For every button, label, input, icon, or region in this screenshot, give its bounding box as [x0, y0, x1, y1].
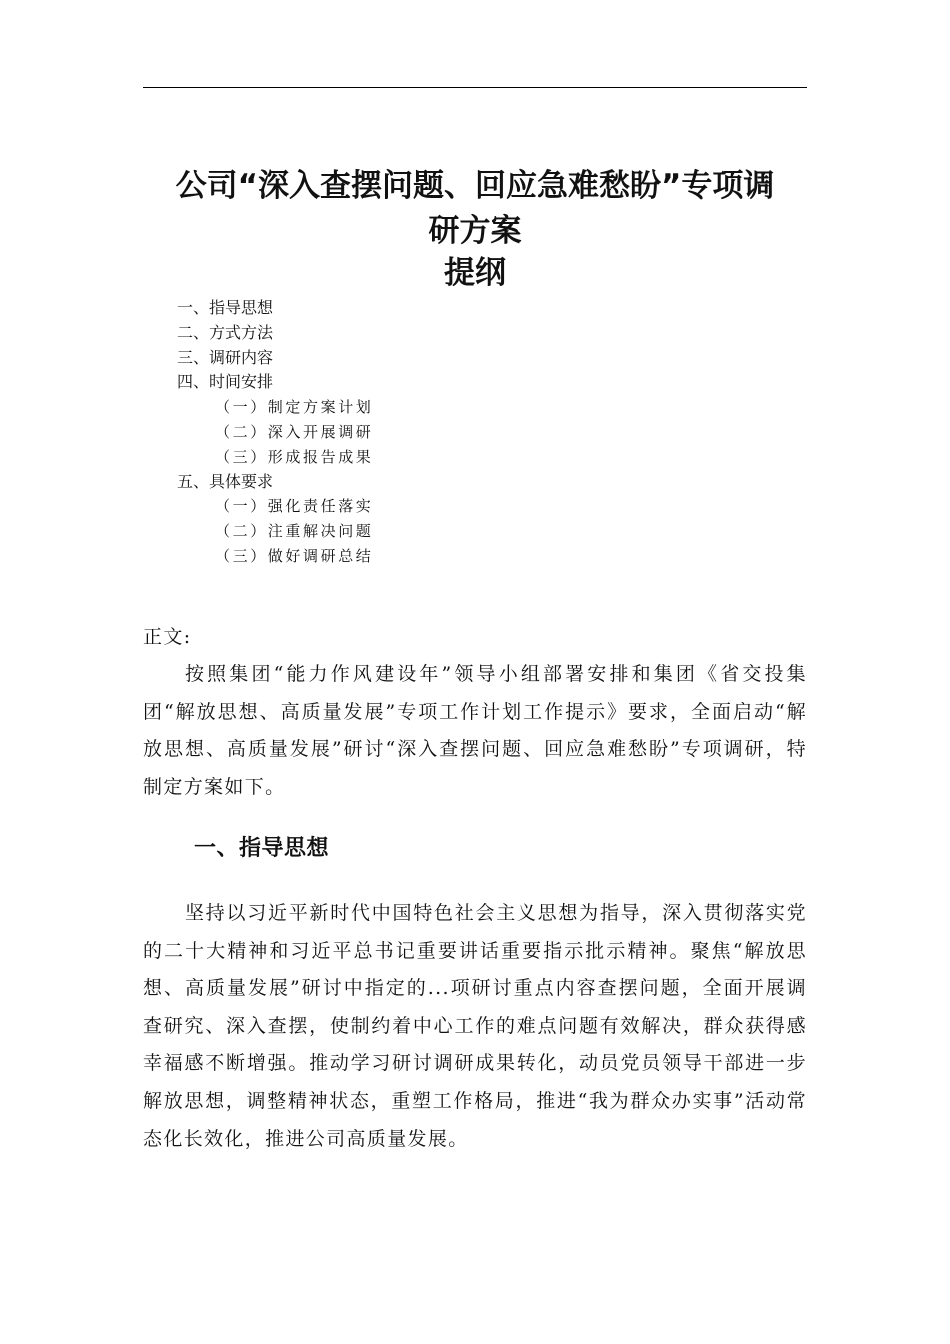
body-lead-label: 正文: — [143, 626, 192, 648]
section-heading: 一、指导思想 — [194, 836, 330, 861]
document-title-line-3: 提纲 — [444, 255, 506, 291]
outline-subitem: （二）深入开展调研 — [215, 422, 374, 441]
outline-subitem: （一）制定方案计划 — [215, 398, 374, 417]
outline-item: 四、时间安排 — [177, 372, 274, 392]
section-paragraph: 坚持以习近平新时代中国特色社会主义思想为指导，深入贯彻落实党的二十大精神和习近平总书记重要讲话重要指示批示精神。聚焦“解放思想、高质量发展”研讨中指定的...项研讨重点内容查摆问题，全面开展调查研究、深入查摆，使制约着中心工作的难点问题有效解决，群众获得感幸福感不断增强。推动学习研讨调研成果转化，动员党员领导干部进一步解放思想，调整精神状态，重塑工作格局，推进“我为群众办实事”活动常态化长效化，推进公司高质量发展。 — [143, 902, 807, 1150]
outline-subitem: （三）做好调研总结 — [215, 546, 374, 565]
intro-paragraph: 按照集团“能力作风建设年”领导小组部署安排和集团《省交投集团“解放思想、高质量发展”专项工作计划工作提示》要求，全面启动“解放思想、高质量发展”研讨“深入查摆问题、回应急难愁盼”专项调研，特制定方案如下。 — [143, 663, 807, 798]
outline-item: 三、调研内容 — [177, 347, 274, 367]
outline-subitem: （三）形成报告成果 — [215, 447, 374, 466]
document-title-line-1: 公司“深入查摆问题、回应急难愁盼”专项调 — [175, 168, 775, 204]
outline-item: 二、方式方法 — [177, 322, 274, 342]
outline-item: 五、具体要求 — [177, 471, 274, 491]
outline-item: 一、指导思想 — [177, 298, 274, 317]
outline-subitem: （二）注重解决问题 — [215, 522, 374, 541]
header-rule — [143, 87, 807, 88]
outline-subitem: （一）强化责任落实 — [215, 497, 374, 516]
document-title-line-2: 研方案 — [428, 213, 522, 249]
outline-list — [177, 296, 373, 569]
